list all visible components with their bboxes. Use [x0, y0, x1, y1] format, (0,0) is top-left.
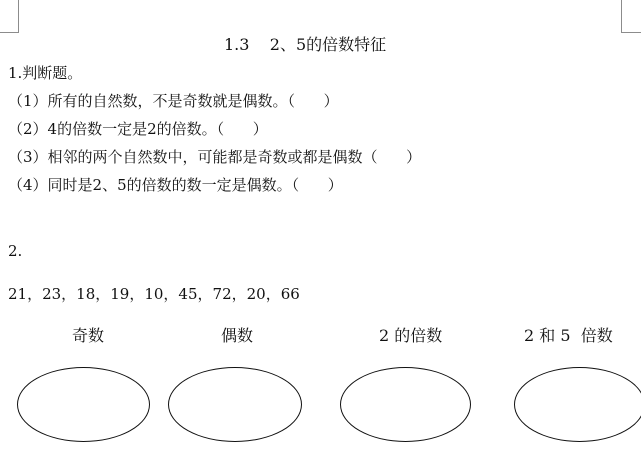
question-2-label: 2. [8, 242, 23, 260]
answer-ellipse-multiple-of-2-and-5 [514, 367, 641, 442]
answer-ellipse-even [168, 367, 302, 442]
answer-ellipse-odd [17, 367, 150, 442]
question-1-label: 1.判断题。 [8, 64, 83, 82]
crop-mark-top-right [621, 0, 641, 33]
question-1-item-3: （3）相邻的两个自然数中，可能都是奇数或都是偶数（ ） [8, 148, 422, 166]
number-list: 21，23，18，19，10，45，72，20，66 [8, 285, 300, 303]
crop-mark-top-left [0, 0, 19, 33]
category-label-multiple-of-2-and-5: 2 和 5 倍数 [524, 326, 613, 345]
question-1-item-4: （4）同时是2、5的倍数的数一定是偶数。（ ） [8, 176, 343, 194]
worksheet-title: 1.3 2、5的倍数特征 [224, 35, 387, 54]
question-1-item-2: （2）4的倍数一定是2的倍数。（ ） [8, 120, 268, 138]
category-label-odd: 奇数 [72, 326, 105, 345]
answer-ellipse-multiple-of-2 [340, 367, 471, 442]
category-label-even: 偶数 [221, 326, 254, 345]
question-1-item-1: （1）所有的自然数，不是奇数就是偶数。（ ） [8, 92, 339, 110]
category-label-multiple-of-2: 2 的倍数 [379, 326, 443, 345]
